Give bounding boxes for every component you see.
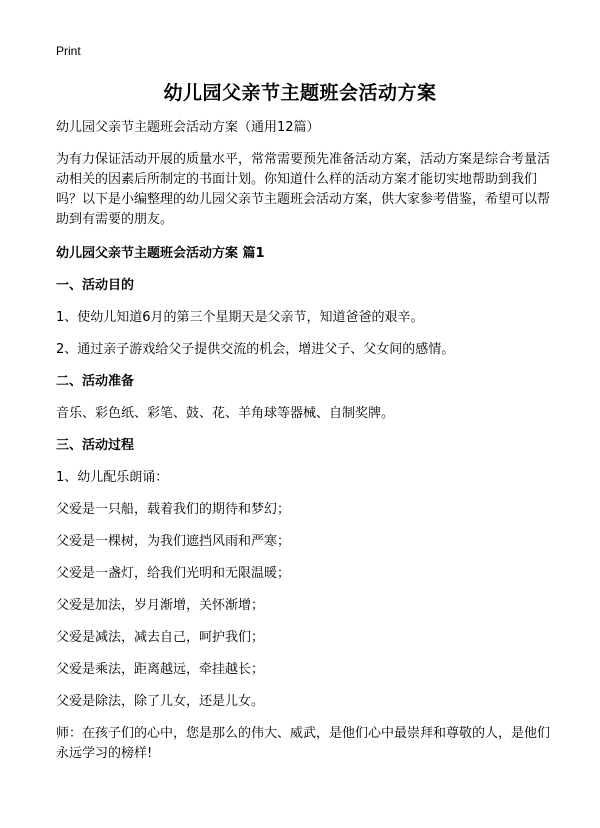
poem-line: 父爱是一盏灯，给我们光明和无限温暖； xyxy=(56,566,291,581)
goal-item: 2、通过亲子游戏给父子提供交流的机会，增进父子、父女间的感情。 xyxy=(56,342,455,357)
heading-preparation: 二、活动准备 xyxy=(56,374,135,389)
preparation-text: 音乐、彩色纸、彩笔、鼓、花、羊角球等器械、自制奖牌。 xyxy=(56,406,395,421)
poem-line: 父爱是一只船，载着我们的期待和梦幻； xyxy=(56,502,291,517)
print-link[interactable]: Print xyxy=(56,44,81,58)
document-body xyxy=(56,118,550,764)
page-title: 幼儿园父亲节主题班会活动方案 xyxy=(163,82,437,104)
poem-line: 父爱是除法，除了儿女，还是儿女。 xyxy=(56,694,265,709)
heading-purpose: 一、活动目的 xyxy=(56,278,135,293)
section-title: 幼儿园父亲节主题班会活动方案 篇1 xyxy=(56,246,265,261)
poem-line: 父爱是一棵树，为我们遮挡风雨和严寒； xyxy=(56,534,291,549)
poem-line: 父爱是乘法，距离越远，牵挂越长； xyxy=(56,662,265,677)
process-step: 1、幼儿配乐朗诵： xyxy=(56,470,169,485)
intro-paragraph: 为有力保证活动开展的质量水平，常常需要预先准备活动方案，活动方案是综合考量活动相关的因素后所制定的书面计划。你知道什么样的活动方案才能切实地帮助到我们吗？以下是小编整理的幼儿园父亲节主题班会活动方案，供大家参考借鉴，希望可以帮助到有需要的朋友。 xyxy=(56,152,551,227)
poem-line: 父爱是减法，减去自己，呵护我们； xyxy=(56,630,265,645)
poem-line: 父爱是加法，岁月渐增，关怀渐增； xyxy=(56,598,265,613)
closing-paragraph: 师：在孩子们的心中，您是那么的伟大、威武，是他们心中最崇拜和尊敬的人，是他们永远学习的榜样! xyxy=(56,726,551,761)
heading-process: 三、活动过程 xyxy=(56,438,135,453)
goal-item: 1、使幼儿知道6月的第三个星期天是父亲节，知道爸爸的艰辛。 xyxy=(56,310,424,325)
document-subtitle: 幼儿园父亲节主题班会活动方案（通用12篇） xyxy=(56,120,320,135)
